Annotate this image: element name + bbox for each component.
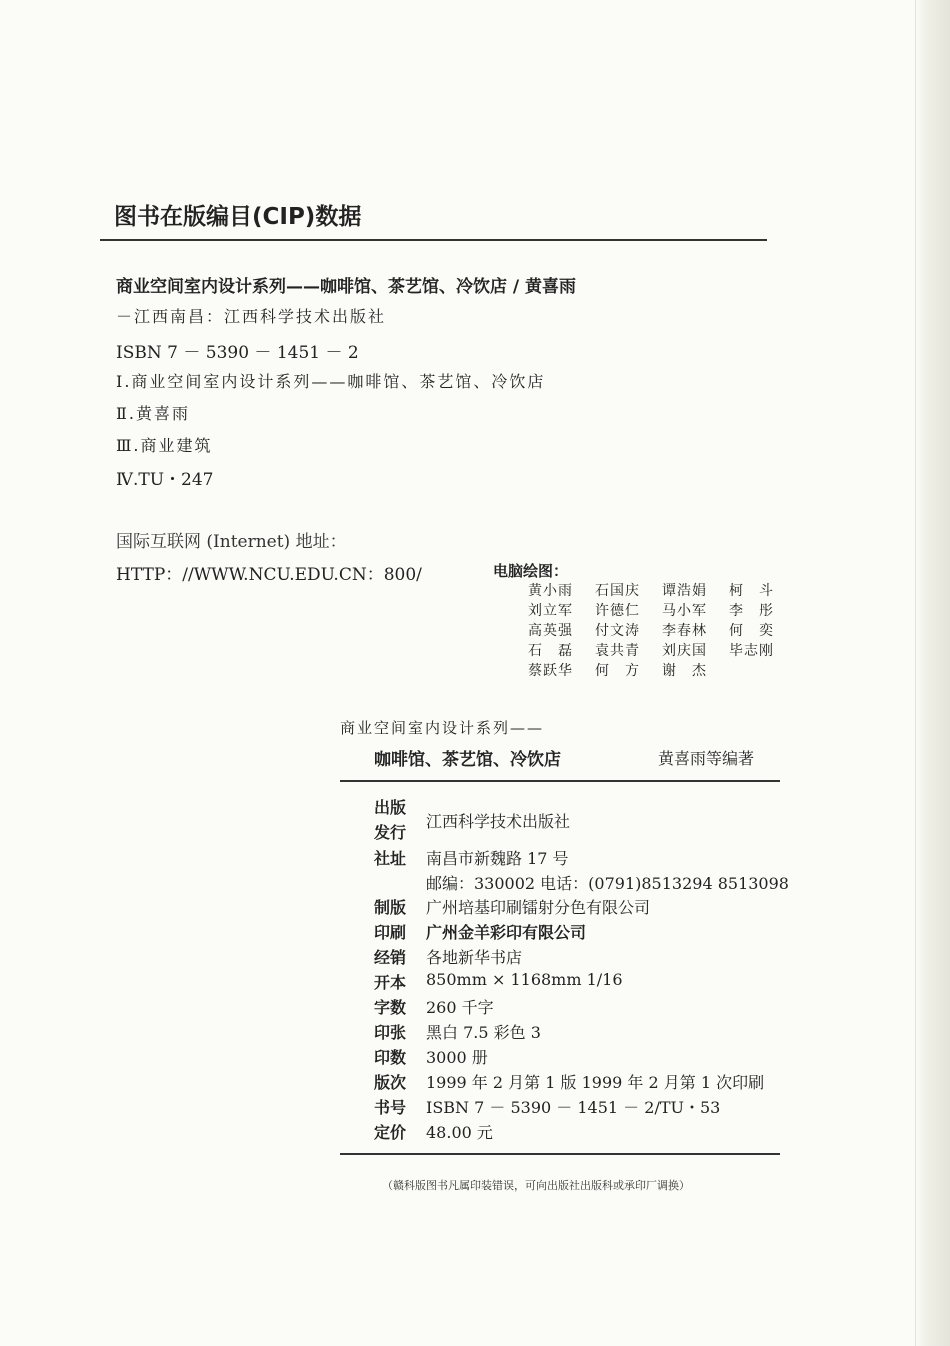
colophon-value: 48.00 元 [426,1123,493,1142]
cip-subject-3: Ⅲ.商业建筑 [116,436,213,455]
drawer-name: 李春林 [662,623,707,639]
drawer-name: 黄小雨 [528,583,573,599]
internet-url: HTTP：//WWW.NCU.EDU.CN：800/ [116,565,422,585]
drawer-name: 许德仁 [595,603,640,619]
book-subtitle: 咖啡馆、茶艺馆、冷饮店 [374,750,561,770]
drawer-name: 李 彤 [729,603,774,619]
series-title: 商业空间室内设计系列—— [340,719,545,737]
colophon-label: 经销 [374,948,407,967]
cip-subject-2: Ⅱ.黄喜雨 [116,404,190,423]
drawer-name: 谢 杰 [662,663,707,679]
cip-title: 图书在版编目(CIP)数据 [114,204,362,230]
colophon-value: 广州培基印刷镭射分色有限公司 [426,898,651,917]
drawer-name: 刘庆国 [662,643,707,659]
drawer-name: 何 奕 [729,623,774,639]
colophon-label: 开本 [374,973,407,992]
colophon-label: 社址 [374,849,407,868]
drawer-name: 石 磊 [528,643,573,659]
colophon-divider-bottom [340,1153,780,1155]
drawer-name [729,660,784,680]
drawer-name: 付文涛 [595,623,640,639]
cip-isbn-line: ISBN 7 － 5390 － 1451 － 2 [116,343,359,363]
drawing-credits-label: 电脑绘图： [493,562,569,580]
drawing-credits-row [528,640,788,660]
colophon-value: 3000 册 [426,1048,488,1067]
distribute-label: 发行 [374,823,407,842]
drawing-credits-row [528,660,788,680]
drawing-credits-row [528,620,788,640]
colophon-label: 字数 [374,998,407,1017]
drawer-name: 谭浩娟 [662,583,707,599]
book-editor: 黄喜雨等编著 [658,749,755,768]
colophon-label: 印数 [374,1048,407,1067]
drawing-credits [528,580,788,680]
drawer-name: 何 方 [595,663,640,679]
drawing-credits-row [528,600,788,620]
colophon-divider-top [340,780,780,782]
cip-subject-1: Ⅰ.商业空间室内设计系列——咖啡馆、茶艺馆、冷饮店 [116,372,546,391]
colophon-value: 黑白 7.5 彩色 3 [426,1023,541,1042]
colophon-value: 1999 年 2 月第 1 版 1999 年 2 月第 1 次印刷 [426,1073,765,1092]
publish-label: 出版 [374,798,407,817]
colophon-value: 邮编：330002 电话：(0791)8513294 8513098 [426,874,789,893]
cip-publisher-line: －江西南昌：江西科学技术出版社 [116,307,387,326]
colophon-label: 印刷 [374,923,407,942]
colophon-value: 260 千字 [426,998,494,1017]
cip-title-line: 商业空间室内设计系列——咖啡馆、茶艺馆、冷饮店 / 黄喜雨 [116,277,577,297]
cip-divider [100,239,767,241]
drawer-name: 高英强 [528,623,573,639]
drawer-name: 袁共青 [595,643,640,659]
internet-label: 国际互联网 (Internet) 地址： [116,532,347,552]
cip-subject-4: Ⅳ.TU・247 [116,470,214,490]
colophon-label: 印张 [374,1023,407,1042]
footnote: （赣科版图书凡属印装错误，可向出版社出版科或承印厂调换） [382,1179,690,1192]
colophon-value: 南昌市新魏路 17 号 [426,849,569,868]
drawer-name: 石国庆 [595,583,640,599]
colophon-label: 制版 [374,898,407,917]
drawer-name: 柯 斗 [729,583,774,599]
colophon-value: ISBN 7 － 5390 － 1451 － 2/TU・53 [426,1098,721,1117]
drawing-credits-row [528,580,788,600]
colophon-value: 广州金羊彩印有限公司 [426,923,587,942]
drawer-name: 刘立军 [528,603,573,619]
colophon-value: 各地新华书店 [426,948,523,967]
drawer-name: 马小军 [662,603,707,619]
drawer-name: 毕志刚 [729,643,774,659]
publisher-value: 江西科学技术出版社 [426,812,571,831]
drawer-name: 蔡跃华 [528,663,573,679]
colophon-label: 版次 [374,1073,407,1092]
colophon-value: 850mm × 1168mm 1/16 [426,970,623,989]
colophon-label: 书号 [374,1098,407,1117]
colophon-label: 定价 [374,1123,407,1142]
page-edge [915,0,950,1346]
